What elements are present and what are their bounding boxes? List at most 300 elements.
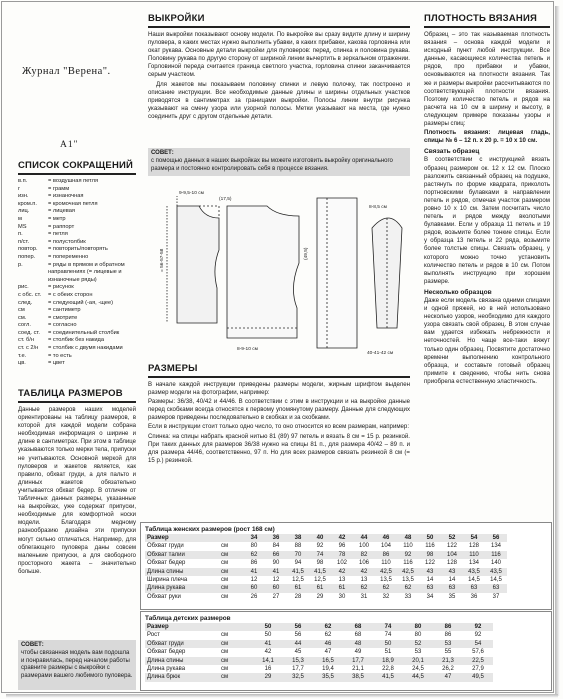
value-cell: 134 [468, 560, 479, 567]
value-cell: 46 [313, 640, 343, 648]
abbreviation-key: MS [18, 223, 27, 230]
abbreviation-key: п/ст. [18, 238, 30, 245]
table-row [145, 559, 507, 567]
value-cell: 86 [250, 560, 258, 567]
abbreviation-value: = сантиметр [48, 307, 81, 314]
unit-cell: см [221, 593, 229, 600]
value-cell: 78 [331, 551, 353, 559]
advice-text: с помощью данных в наших выкройках вы можете изготовить выкройку оригинального размера и постоянно контролировать себя в процессе вязания. [151, 157, 393, 172]
abbreviation-key: изн. [18, 193, 29, 200]
heading-rule [424, 26, 550, 28]
diagram-label-sleeve-bottom: 40-41-42 см [367, 351, 394, 356]
value-cell: 32 [382, 593, 390, 600]
value-cell: 53 [414, 649, 422, 656]
abbreviations-section [18, 160, 136, 368]
value-cell: 18,9 [373, 657, 403, 665]
advice-label: СОВЕТ: [21, 642, 44, 648]
abbreviation-row [18, 201, 136, 209]
abbreviation-value: = метр [48, 215, 66, 222]
density-subhead-sample: Связать образец [424, 148, 480, 156]
value-cell: 31 [360, 593, 368, 600]
value-cell: 41,5 [309, 568, 331, 576]
row-label: Обхват бедер [147, 560, 186, 567]
density-paragraph-4: Даже если модель связана одними спицами и одной пряжей, но в ней использовано несколько узоров, необходимо для каждого узора связать свой образец. В этом случае вам удается избежать небрежности и неточностей. Но чаще все-таки вяжут только один образец. Посвятите достаточно времени выполнению контрольного образца, и составьте готовый образец примите к сведению, чтобы нить снова приобрела естественную эластичность. [424, 297, 550, 385]
unit-cell [219, 534, 243, 542]
value-cell: 29 [253, 673, 283, 681]
value-cell: 92 [316, 543, 324, 550]
value-cell: 49 [354, 649, 362, 656]
abbreviations-title: СПИСОК СОКРАЩЕНИЙ [18, 160, 134, 171]
value-cell: 62 [397, 584, 419, 592]
abbreviation-value: = полустолбик [48, 238, 86, 245]
value-cell: 26 [250, 593, 258, 600]
value-cell: 86 [433, 623, 463, 631]
value-cell: 54 [463, 534, 485, 542]
abbreviation-row [18, 224, 136, 232]
value-cell: 62 [324, 632, 332, 639]
value-cell: 63 [419, 584, 441, 592]
value-cell: 82 [353, 551, 375, 559]
row-label: Длина брюк [145, 673, 219, 681]
value-cell: 128 [446, 560, 457, 567]
table-row [145, 648, 493, 656]
journal-name: Журнал "Верена". [22, 66, 111, 77]
value-cell: 22,8 [382, 666, 394, 673]
table-row [145, 665, 493, 673]
abbreviation-value: = ряды в прямом и обратном направлениях (= лицевые и изнаночные ряды) [48, 261, 125, 283]
abbreviation-key: в.п. [18, 178, 28, 184]
value-cell: 21,1 [352, 666, 364, 673]
value-cell: 17,7 [292, 666, 304, 673]
value-cell: 24,5 [412, 666, 424, 673]
kids-table-title: Таблица детских размеров [145, 615, 231, 622]
value-cell: 34 [426, 593, 434, 600]
unit-cell: см [219, 584, 243, 592]
value-cell: 36 [265, 534, 287, 542]
article-code: А1" [60, 140, 79, 150]
value-cell: 13 [338, 577, 346, 584]
advice-text: чтобы связанная модель вам подошла и понравилась, перед началом работы сравните размеры с выкройки с размерами вашего любимого пуловера. [21, 649, 133, 680]
value-cell: 27 [272, 593, 280, 600]
row-label: Обхват талии [145, 551, 219, 559]
page-shadow-right [555, 6, 560, 696]
abbreviation-row [18, 322, 136, 330]
density-subhead-multiple: Несколько образцов [424, 288, 492, 296]
value-cell: 60 [243, 584, 265, 592]
table-row [145, 584, 507, 592]
density-title: ПЛОТНОСТЬ ВЯЗАНИЯ [424, 13, 538, 24]
value-cell: 12 [250, 577, 258, 584]
unit-cell: см [221, 577, 229, 584]
abbreviation-value: = кромочная петля [48, 200, 98, 207]
value-cell: 42 [353, 568, 375, 576]
value-cell: 43,5 [463, 568, 485, 576]
value-cell: 13 [360, 577, 368, 584]
abbreviation-value: = согласно [48, 322, 77, 329]
abbreviation-value: = петля [48, 231, 68, 238]
value-cell: 92 [397, 551, 419, 559]
abbreviation-value: = столбик без накида [48, 337, 105, 344]
unit-cell: см [219, 568, 243, 576]
value-cell: 41 [265, 568, 287, 576]
row-label: Длина рукава [147, 666, 186, 673]
abbreviation-value: = с обеих сторон [48, 291, 93, 298]
diagram-label-top-mid: (17,5) [219, 197, 232, 202]
diagram-label-top-left: 9-9,5-10 см [179, 191, 204, 196]
value-cell: 106 [358, 560, 369, 567]
abbreviation-value: = рисунок [48, 284, 74, 291]
value-cell: 12,5 [314, 577, 326, 584]
value-cell: 47 [324, 649, 332, 656]
abbreviation-key: г [18, 185, 21, 192]
value-cell: 86 [444, 632, 452, 639]
value-cell: 30 [338, 593, 346, 600]
kids-size-table [145, 623, 493, 682]
value-cell: 29 [316, 593, 324, 600]
value-cell: 98 [419, 551, 441, 559]
abbreviation-key: след. [18, 299, 33, 306]
abbreviations-list [18, 178, 136, 368]
abbreviation-value: = повторить/повторять [48, 246, 108, 253]
value-cell: 34 [243, 534, 265, 542]
value-cell: 54 [463, 640, 493, 648]
row-label: Обхват руки [147, 593, 181, 600]
abbreviation-value: = воздушная петля [48, 178, 99, 184]
table-row [145, 568, 507, 576]
value-cell: 14,5 [490, 577, 502, 584]
sizes-paragraph-3: Если в инструкции стоит только одно число, то оно относится ко всем размерам, например: [148, 423, 410, 431]
value-cell: 40 [309, 534, 331, 542]
value-cell: 43 [441, 568, 463, 576]
abbreviation-key: попер. [18, 253, 36, 260]
value-cell: 56 [294, 632, 302, 639]
abbreviation-value: = попеременно [48, 253, 89, 260]
table-row [145, 593, 507, 601]
value-cell: 41,5 [287, 568, 309, 576]
abbreviation-value: = следующий (-ая, -щее) [48, 299, 114, 306]
value-cell: 68 [343, 623, 373, 631]
abbreviation-row [18, 254, 136, 262]
abbreviation-key: см [18, 307, 25, 314]
value-cell: 35,5 [313, 673, 343, 681]
unit-cell [219, 623, 253, 631]
value-cell: 52 [403, 640, 433, 648]
table-row [145, 551, 507, 559]
value-cell: 100 [358, 543, 369, 550]
abbreviation-row [18, 239, 136, 247]
table-row [145, 640, 493, 648]
value-cell: 63 [463, 584, 485, 592]
value-cell: 70 [287, 551, 309, 559]
heading-rule [18, 173, 136, 175]
unit-cell: см [221, 632, 229, 639]
row-label: Обхват груди [147, 543, 184, 550]
abbreviation-row [18, 300, 136, 308]
value-cell: 47 [433, 673, 463, 681]
patterns-section [148, 13, 410, 122]
value-cell: 74 [384, 632, 392, 639]
abbreviation-row [18, 208, 136, 216]
value-cell: 33 [404, 593, 412, 600]
abbreviation-value: = соединительный столбик [48, 329, 120, 336]
abbreviation-row [18, 193, 136, 201]
row-label: Обхват бедер [147, 649, 186, 656]
abbreviation-key: лиц. [18, 208, 30, 215]
value-cell: 42 [331, 568, 353, 576]
value-cell: 57,6 [472, 649, 484, 656]
value-cell: 104 [441, 551, 463, 559]
unit-cell: см [219, 640, 253, 648]
patterns-paragraph-2: Для жакетов мы показываем половину спинки и левую полочку, так построено и описание инструкции. Все необходимые данные длины и ширины отдельных участков приводятся в сантиметрах за границами выкройки. Полосы линии внутри рисунка указывают на смену узора или узорной полосы. Метки указывают на места, где нужно соединить друг с другом отдельные детали. [148, 80, 410, 120]
value-cell: 56 [485, 534, 507, 542]
abbreviation-row [18, 216, 136, 224]
abbreviation-row [18, 337, 136, 345]
value-cell: 63 [441, 584, 463, 592]
value-cell: 84 [272, 543, 280, 550]
table-row [145, 657, 493, 665]
value-cell: 66 [265, 551, 287, 559]
value-cell: 14,5 [468, 577, 480, 584]
row-label: Размер [145, 534, 219, 542]
density-paragraph-3: В соответствии с инструкцией вязать образец размером ок. 12 х 12 см. Плоско разложить связанный образец на подушке, растянуть по форме квадрата, приколоть портновскими булавками в направлении петель и рядов, отмечая участок размером ровно 10 х 10 см. Затем посчитать число петель и рядов между вколотыми булавками. Если у образца 11 петель и 19 рядов, возьмите более тонкие спицы. Если у образца 13 петель и 22 ряда, возьмите более толстые спицы. Связать образец, у которого можно точно установить количество петель и рядов в 10 см. Потом выполнять инструкцию при хорошем размере. [424, 156, 550, 285]
sizes-paragraph-4: Спинка: на спицы набрать красной нитью 81 (89) 97 петель и вязать 8 см = 15 р. резинкой. При таких данных для размеров 36/38 нужно на спицы 81 п., для размера 40/42 – 89 п. и для размера 44/46, соответственно, 97 п. Но для всех размеров связать резинкой 8 см (= 15 р.) резинкой. [148, 432, 410, 464]
abbreviation-row [18, 178, 136, 186]
value-cell: 80 [250, 543, 258, 550]
value-cell: 60 [265, 584, 287, 592]
abbreviation-key: ст. с 2/н [18, 345, 39, 352]
abbreviation-row [18, 262, 136, 285]
value-cell: 42 [264, 649, 272, 656]
abbreviation-value: = раппорт [48, 223, 75, 230]
value-cell: 55 [444, 649, 452, 656]
value-cell: 46 [375, 534, 397, 542]
page-shadow-bottom [6, 694, 558, 698]
value-cell: 20,1 [403, 657, 433, 665]
unit-cell: см [219, 673, 253, 681]
unit-cell: см [221, 649, 229, 656]
abbreviation-value: = изнаночная [48, 193, 84, 200]
value-cell: 80 [414, 632, 422, 639]
abbreviation-row [18, 360, 136, 368]
value-cell: 12 [272, 577, 280, 584]
abbreviation-key: согл. [18, 322, 31, 329]
value-cell: 45 [294, 649, 302, 656]
abbreviation-key: цв. [18, 360, 26, 367]
value-cell: 13,5 [380, 577, 392, 584]
value-cell: 61 [331, 584, 353, 592]
abbreviation-row [18, 186, 136, 194]
size-table-text: Данные размеров наших моделей ориентированы на таблицу размеров, в которой для каждой модели собрана необходимая информация о ширине и длине в сантиметрах. При этом в таблице указываются только мерки тела, припуски не учитываются. Основной меркой для пуловеров и жакетов является, как правило, обхват груди, а для пальто и длинных жакетов обязательно учитывается обхват бедер. В отличие от табличных данных размеры, указанные на выкройках, уже содержат припуски, необходимые для комфортной носки модели. Благодаря медному разнообразию дизайна эти припуски могут сильно отличаться. Например, для облегающего пуловера даны совсем маленькие припуски, а для свободного просторного жакета – значительно больше. [18, 407, 136, 575]
diagram-label-side-a: = 56-57-58 [160, 248, 165, 272]
abbreviation-key: рис. [18, 284, 29, 291]
row-label: Рост [147, 632, 160, 639]
value-cell: 38 [287, 534, 309, 542]
table-row [145, 623, 493, 631]
abbreviation-key: с обс. ст. [18, 291, 42, 298]
abbreviation-row [18, 231, 136, 239]
value-cell: 86 [375, 551, 397, 559]
abbreviation-key: см. [18, 314, 27, 321]
value-cell: 68 [354, 632, 362, 639]
value-cell: 51 [384, 649, 392, 656]
diagram-label-bottom: 8-9-10 см [237, 347, 258, 352]
women-size-table [145, 534, 507, 601]
unit-cell: см [221, 543, 229, 550]
value-cell: 50 [253, 623, 283, 631]
value-cell: 37 [492, 593, 500, 600]
value-cell: 15,3 [283, 657, 313, 665]
advice-box-mid [148, 148, 410, 176]
abbreviation-value: = грамм [48, 185, 70, 192]
value-cell: 13,5 [402, 577, 414, 584]
value-cell: 96 [338, 543, 346, 550]
row-label: Ширина плеча [147, 577, 188, 584]
table-row [145, 534, 507, 542]
value-cell: 14 [426, 577, 434, 584]
value-cell: 12,5 [292, 577, 304, 584]
value-cell: 41 [253, 640, 283, 648]
sizes-paragraph-2: Размеры: 36/38, 40/42 и 44/46. В соответствии с этим в инструкции и на выкройке данные перед скобками всегда относятся к первому упомянутому размеру. Данные для следующих размеров приведены последовательно в скобках и за скобками. [148, 398, 410, 422]
value-cell: 116 [485, 551, 507, 559]
value-cell: 49,5 [463, 673, 493, 681]
density-paragraph-1: Образец – это так называемая плотность вязания – основа каждой модели и исходный пункт любой инструкции. Все данные, касающиеся количества петель и рядов, про прибавки и убавки, основываются на плотности вязания. Так же и размеры выкройки рассчитываются по соответствующей плотности вязания. Поэтому количество петель и рядов на расчета на 10 см в ширину и высоту, в следующем примере показаны узоры и размеры спиц: [424, 31, 550, 128]
women-size-table-box [140, 522, 552, 610]
value-cell: 116 [403, 560, 413, 567]
value-cell: 62 [313, 623, 343, 631]
value-cell: 52 [441, 534, 463, 542]
value-cell: 44 [353, 534, 375, 542]
value-cell: 50 [419, 534, 441, 542]
abbreviation-row [18, 330, 136, 338]
table-row [145, 542, 507, 550]
value-cell: 21,3 [433, 657, 463, 665]
abbreviation-key: м [18, 215, 22, 222]
abbreviation-key: кром.п. [18, 200, 37, 207]
row-label: Обхват груди [145, 640, 219, 648]
abbreviation-key: ст. б/н [18, 337, 34, 344]
abbreviation-key: соед. ст. [18, 329, 40, 336]
advice-box-left [18, 640, 136, 690]
unit-cell: см [221, 666, 229, 673]
value-cell: 44,5 [403, 673, 433, 681]
density-paragraph-2: Плотность вязания: лицевая гладь, спицы № 6 – 12 п. х 20 р. = 10 х 10 см. [424, 129, 550, 145]
value-cell: 16,5 [313, 657, 343, 665]
diagram-label-side-b: (49,5) [304, 247, 309, 260]
unit-cell: см [221, 560, 229, 567]
heading-rule [148, 376, 410, 378]
diagram-label-sleeve-top: 8-8,5 см [369, 205, 387, 210]
value-cell: 110 [463, 551, 485, 559]
value-cell: 26,2 [442, 666, 454, 673]
size-table-section [18, 388, 136, 577]
unit-cell: см [219, 657, 253, 665]
sizes-section [148, 363, 410, 466]
abbreviation-row [18, 315, 136, 323]
value-cell: 22,5 [463, 657, 493, 665]
abbreviation-row [18, 246, 136, 254]
value-cell: 17,7 [343, 657, 373, 665]
abbreviation-value: = цвет [48, 360, 65, 367]
value-cell: 61 [287, 584, 309, 592]
value-cell: 35 [448, 593, 456, 600]
value-cell: 16 [264, 666, 272, 673]
value-cell: 38,5 [343, 673, 373, 681]
value-cell: 134 [490, 543, 501, 550]
value-cell: 41,5 [373, 673, 403, 681]
value-cell: 122 [424, 560, 435, 567]
row-label: Размер [145, 623, 219, 631]
value-cell: 140 [490, 560, 501, 567]
abbreviation-row [18, 307, 136, 315]
abbreviation-value: = смотрите [48, 314, 78, 321]
value-cell: 102 [336, 560, 347, 567]
value-cell: 56 [283, 623, 313, 631]
value-cell: 74 [373, 623, 403, 631]
value-cell: 62 [243, 551, 265, 559]
pattern-diagram [157, 188, 410, 358]
value-cell: 92 [474, 632, 482, 639]
sizes-paragraph-1: В начале каждой инструкции приведены размеры модели, жирным шрифтом выделен размер модели на фотографии, например: [148, 381, 410, 397]
abbreviation-value: = то есть [48, 352, 72, 359]
row-label: Длина спины [145, 657, 219, 665]
value-cell: 43 [419, 568, 441, 576]
value-cell: 110 [403, 543, 413, 550]
value-cell: 74 [309, 551, 331, 559]
value-cell: 110 [381, 560, 391, 567]
women-table-title: Таблица женских размеров (рост 168 см) [145, 526, 275, 533]
value-cell: 50 [373, 640, 403, 648]
sizes-title: РАЗМЕРЫ [148, 363, 198, 374]
table-row [145, 673, 493, 681]
value-cell: 104 [380, 543, 391, 550]
density-section [424, 13, 550, 387]
value-cell: 19,4 [322, 666, 334, 673]
value-cell: 44 [283, 640, 313, 648]
value-cell: 116 [425, 543, 435, 550]
value-cell: 43,5 [485, 568, 507, 576]
row-label: Длина спины [145, 568, 219, 576]
value-cell: 42,5 [397, 568, 419, 576]
patterns-title: ВЫКРОЙКИ [148, 13, 205, 24]
abbreviation-row [18, 353, 136, 361]
value-cell: 80 [403, 623, 433, 631]
value-cell: 36 [470, 593, 478, 600]
value-cell: 32,5 [283, 673, 313, 681]
value-cell: 27,9 [472, 666, 484, 673]
value-cell: 14 [448, 577, 456, 584]
value-cell: 92 [463, 623, 493, 631]
abbreviation-value: = лицевая [48, 208, 75, 215]
value-cell: 88 [294, 543, 302, 550]
heading-rule [18, 401, 136, 403]
value-cell: 42,5 [375, 568, 397, 576]
row-label: Длина рукава [145, 584, 219, 592]
value-cell: 53 [433, 640, 463, 648]
value-cell: 41 [243, 568, 265, 576]
value-cell: 50 [264, 632, 272, 639]
value-cell: 128 [468, 543, 479, 550]
value-cell: 90 [272, 560, 280, 567]
value-cell: 63 [485, 584, 507, 592]
table-row [145, 631, 493, 639]
table-row [145, 576, 507, 584]
abbreviation-key: п. [18, 231, 23, 238]
abbreviation-value: = столбик с двумя накидами [48, 345, 123, 352]
value-cell: 14,1 [253, 657, 283, 665]
patterns-paragraph-1: Наши выкройки показывают основу модели. По выкройке вы сразу видите длину и ширину пуловера, в каких местах нужно выполнить убавки, в каких прибавки, какова горловина или окат рукава. Основные детали выкройки для пуловеров: перед, спинка и половина рукава. Половину рукава по другую сторону от шириной линии вычертить в зеркальном отражении. Горловиной переда считается граница светлого участка, горловина спинки заканчивается серым участком. [148, 31, 410, 79]
value-cell: 62 [353, 584, 375, 592]
value-cell: 62 [375, 584, 397, 592]
